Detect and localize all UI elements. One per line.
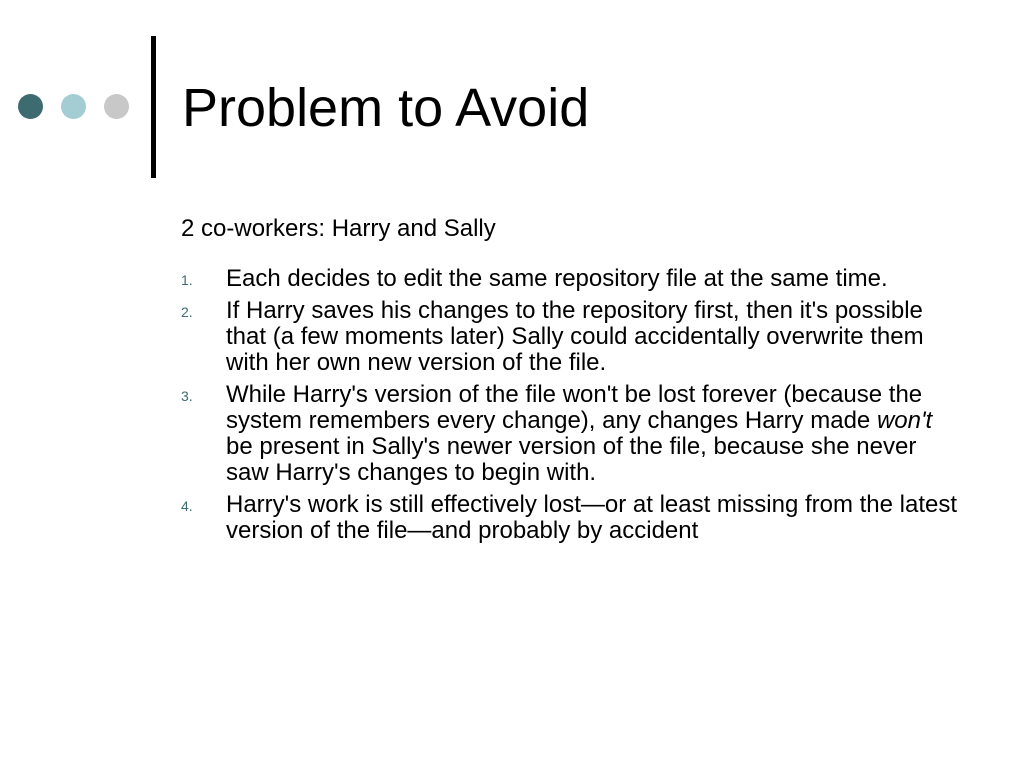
list-item-number: 2. xyxy=(181,304,193,320)
list-item xyxy=(181,298,961,376)
list-item-text-start: While Harry's version of the file won't be lost forever (because the system remembers every change), any changes Harry made xyxy=(226,381,923,434)
list-item-text: If Harry saves his changes to the repository first, then it's possible that (a few moments later) Sally could accidentally overwrite them with her own new version of the file. xyxy=(226,297,924,376)
decorative-dot-dark xyxy=(18,94,43,119)
list-item-text-end: be present in Sally's newer version of the file, because she never saw Harry's changes to begin with. xyxy=(226,433,917,486)
slide-title: Problem to Avoid xyxy=(182,78,590,138)
decorative-dot-gray xyxy=(104,94,129,119)
list-item xyxy=(181,492,961,544)
emphasized-text: won't xyxy=(876,407,933,434)
title-divider xyxy=(151,36,156,178)
slide-content xyxy=(181,214,961,550)
intro-text: 2 co-workers: Harry and Sally xyxy=(181,215,496,242)
list-item-text: Harry's work is still effectively lost—or at least missing from the latest version of the file—and probably by accident xyxy=(226,491,958,544)
list-item-number: 3. xyxy=(181,388,193,404)
list-item xyxy=(181,382,961,486)
list-item-number: 4. xyxy=(181,498,193,514)
list-item xyxy=(181,266,961,292)
list-item-text xyxy=(226,381,932,486)
list-item-number: 1. xyxy=(181,272,193,288)
numbered-list xyxy=(181,266,961,544)
decorative-dot-light xyxy=(61,94,86,119)
list-item-text: Each decides to edit the same repository file at the same time. xyxy=(226,265,888,292)
